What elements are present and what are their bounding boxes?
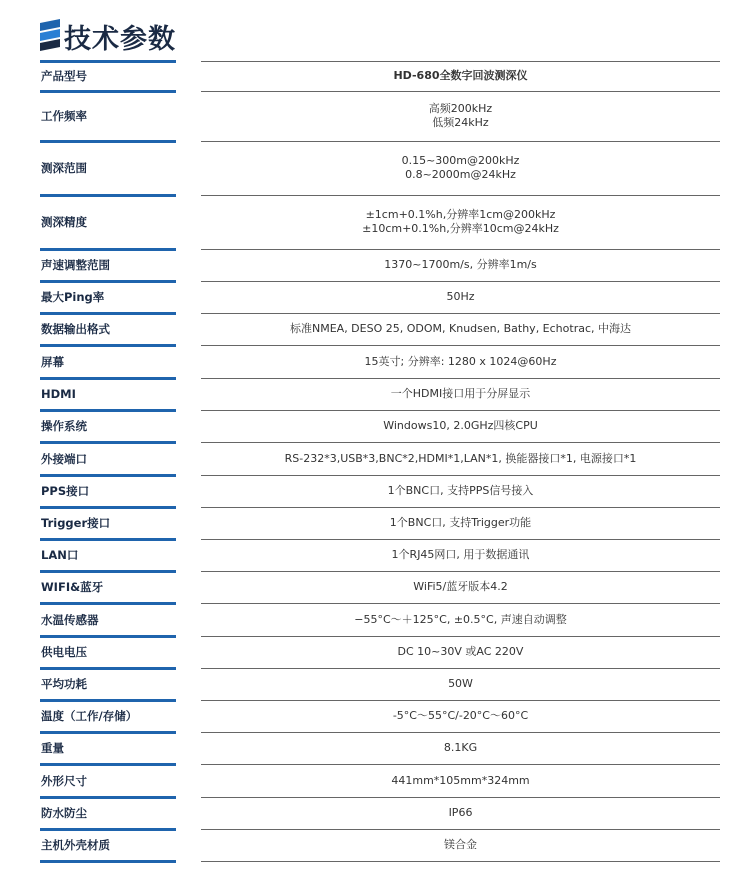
table-row (40, 249, 720, 281)
spec-label: 声速调整范围 (41, 258, 110, 272)
spec-label: 主机外壳材质 (41, 838, 110, 852)
spec-value-line: 50W (448, 677, 473, 690)
spec-value-line: 0.15~300m@200kHz (401, 154, 520, 167)
spec-value-line: 高频200kHz (428, 102, 493, 115)
table-row (40, 281, 720, 313)
spec-label: 测深范围 (41, 161, 87, 175)
table-row (40, 313, 720, 345)
spec-label: WIFI&蓝牙 (41, 580, 104, 594)
spec-value (201, 484, 720, 498)
section-header (40, 16, 176, 56)
spec-value-line: Windows10, 2.0GHz四核CPU (383, 419, 538, 432)
spec-table (40, 60, 720, 861)
page-title: 技术参数 (64, 23, 176, 55)
spec-value (201, 154, 720, 182)
spec-value-line: 标准NMEA, DESO 25, ODOM, Knudsen, Bathy, Echotrac, 中海达 (290, 322, 631, 335)
spec-label: 水温传感器 (41, 612, 99, 627)
spec-label: 供电电压 (41, 645, 87, 659)
spec-value-line: 15英寸; 分辨率: 1280 x 1024@60Hz (364, 354, 557, 368)
spec-value-line: ±10cm+0.1%h,分辨率10cm@24kHz (362, 222, 559, 235)
table-row (40, 797, 720, 829)
spec-value-line: IP66 (448, 806, 473, 819)
table-row (40, 764, 720, 797)
table-row (40, 732, 720, 764)
spec-label: 产品型号 (41, 68, 87, 83)
spec-value-line: HD-680全数字回波测深仪 (393, 68, 528, 82)
table-row (40, 571, 720, 603)
spec-value-line: -5°C～55°C/-20°C～60°C (392, 709, 529, 722)
spec-value-line: RS-232*3,USB*3,BNC*2,HDMI*1,LAN*1, 换能器接口*1, 电源接口*1 (284, 451, 637, 465)
spec-label: LAN口 (41, 548, 79, 562)
spec-value-line: 0.8~2000m@24kHz (405, 168, 516, 181)
spec-label: 外形尺寸 (41, 773, 87, 788)
spec-value-line: 一个HDMI接口用于分屏显示 (390, 387, 531, 400)
spec-label: 测深精度 (41, 215, 87, 229)
spec-value (201, 290, 720, 304)
spec-value (201, 838, 720, 852)
spec-label: 屏幕 (41, 354, 64, 369)
spec-value-line: 低频24kHz (432, 116, 489, 129)
spec-value (201, 709, 720, 723)
spec-value (201, 355, 720, 369)
table-row (40, 345, 720, 378)
table-row (40, 442, 720, 475)
table-row (40, 475, 720, 507)
spec-value-line: WiFi5/蓝牙版本4.2 (413, 580, 508, 593)
spec-value-line: DC 10~30V 或AC 220V (397, 645, 524, 658)
spec-value (201, 774, 720, 788)
spec-value (201, 677, 720, 691)
spec-value (201, 548, 720, 562)
spec-value (201, 208, 720, 236)
spec-value (201, 741, 720, 755)
row-divider-right (201, 861, 720, 862)
spec-label: 最大Ping率 (41, 290, 105, 304)
table-row (40, 603, 720, 636)
spec-value (201, 387, 720, 401)
spec-value (201, 69, 720, 83)
table-row (40, 60, 720, 91)
spec-label: 重量 (41, 741, 64, 755)
table-row (40, 378, 720, 410)
table-row (40, 700, 720, 732)
spec-value (201, 102, 720, 130)
table-row (40, 410, 720, 442)
spec-value (201, 806, 720, 820)
spec-label: 工作频率 (41, 109, 87, 123)
spec-value (201, 258, 720, 272)
spec-value (201, 645, 720, 659)
spec-value-line: 441mm*105mm*324mm (391, 773, 530, 787)
spec-value (201, 419, 720, 433)
table-row (40, 539, 720, 571)
spec-value-line: 50Hz (446, 290, 475, 303)
row-divider-left (40, 860, 176, 863)
spec-value-line: 1个BNC口, 支持PPS信号接入 (387, 484, 534, 497)
spec-label: 数据输出格式 (41, 322, 110, 336)
spec-label: PPS接口 (41, 484, 90, 498)
spec-value-line: −55°C～＋125°C, ±0.5°C, 声速自动调整 (354, 612, 567, 626)
table-row (40, 668, 720, 700)
brand-logo-icon (40, 19, 60, 53)
spec-value-line: 1370~1700m/s, 分辨率1m/s (384, 258, 537, 271)
table-row (40, 636, 720, 668)
spec-label: Trigger接口 (41, 516, 111, 530)
spec-value (201, 580, 720, 594)
spec-label: HDMI (41, 387, 76, 401)
spec-value (201, 613, 720, 627)
spec-label: 操作系统 (41, 419, 87, 433)
table-row (40, 829, 720, 861)
spec-value (201, 452, 720, 466)
spec-value (201, 516, 720, 530)
spec-value (201, 322, 720, 336)
spec-value-line: 1个RJ45网口, 用于数据通讯 (391, 548, 530, 561)
table-row (40, 141, 720, 195)
spec-value-line: 8.1KG (443, 741, 478, 754)
spec-label: 平均功耗 (41, 677, 87, 691)
spec-label: 防水防尘 (41, 806, 87, 820)
spec-value-line: 镁合金 (444, 838, 477, 851)
spec-label: 温度（工作/存储） (41, 709, 138, 723)
spec-label: 外接端口 (41, 451, 87, 466)
spec-value-line: ±1cm+0.1%h,分辨率1cm@200kHz (365, 208, 556, 221)
spec-value-line: 1个BNC口, 支持Trigger功能 (389, 516, 532, 529)
table-row (40, 91, 720, 141)
table-row (40, 507, 720, 539)
table-row (40, 195, 720, 249)
